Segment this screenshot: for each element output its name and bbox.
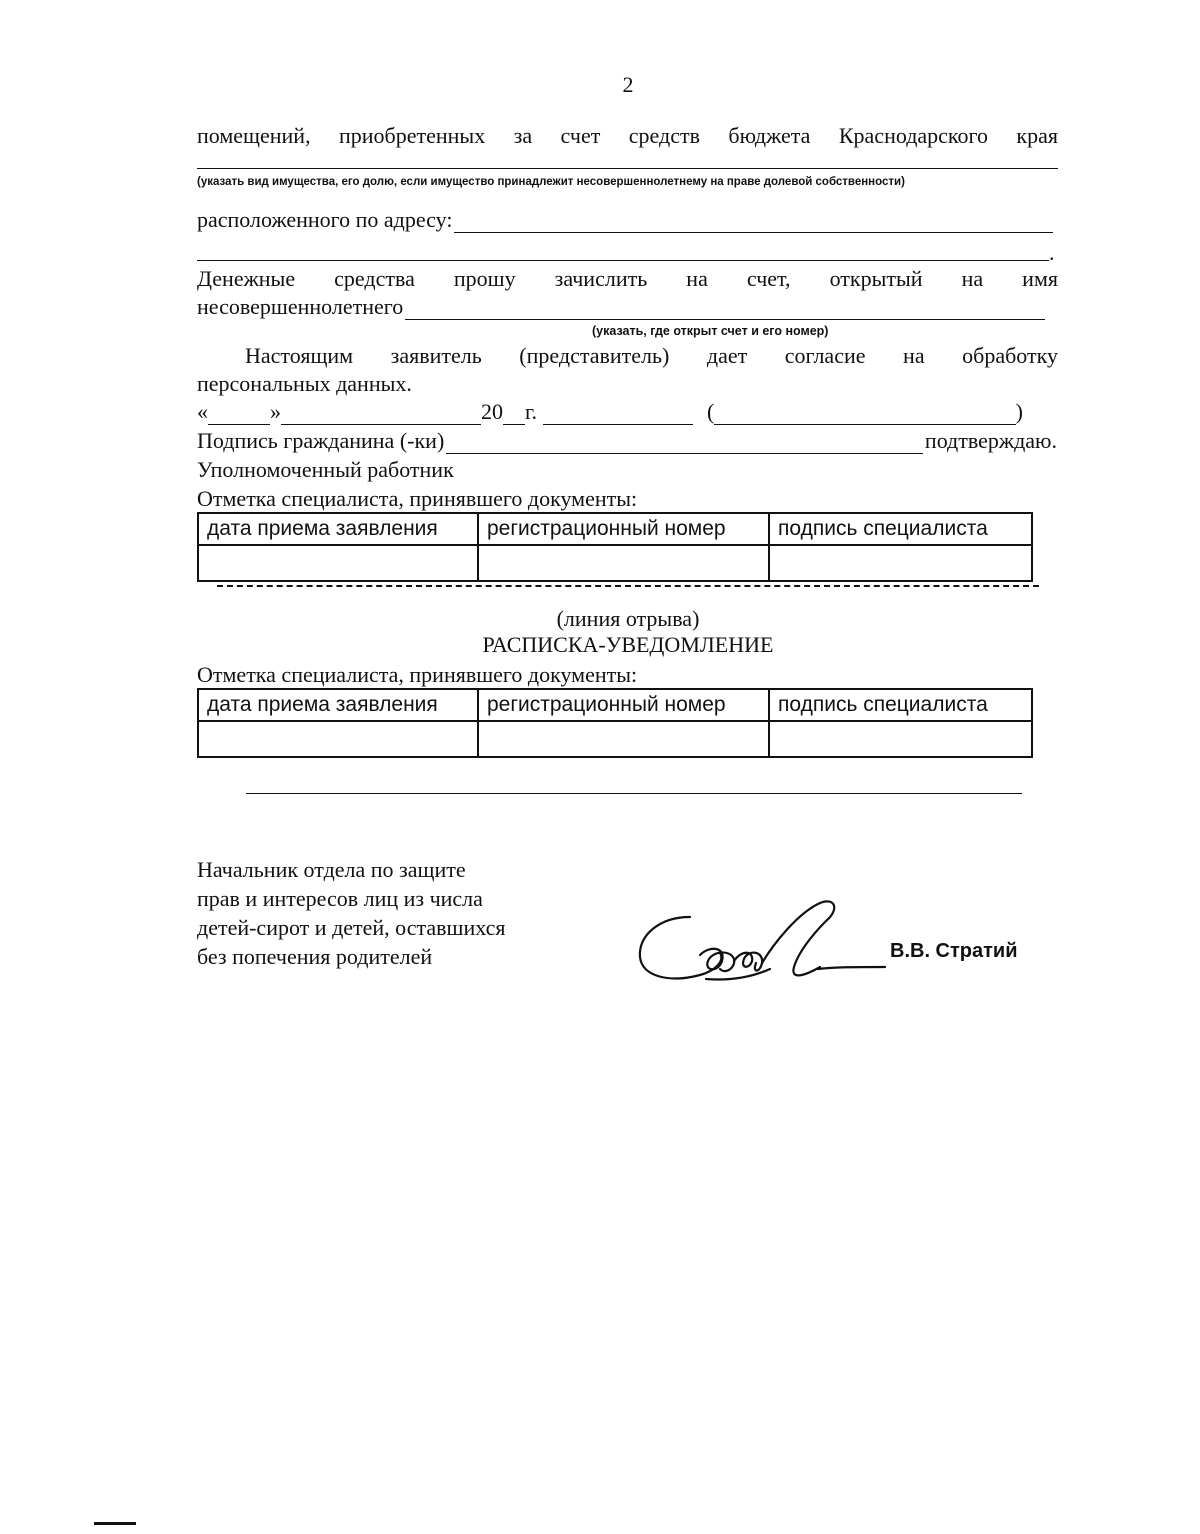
date-row	[197, 399, 1023, 425]
header-signature: подпись специалиста	[769, 513, 1032, 545]
property-fill-line	[197, 168, 1058, 169]
paren-close: )	[1015, 399, 1023, 424]
cell-reg-number	[478, 545, 769, 581]
header-date: дата приема заявления	[198, 513, 478, 545]
name-fill	[714, 404, 1015, 425]
cell-signature	[769, 545, 1032, 581]
official-line: прав и интересов лиц из числа	[197, 886, 483, 911]
cell-signature	[769, 721, 1032, 757]
official-name: В.В. Стратий	[890, 940, 1018, 962]
authorized-worker: Уполномоченный работник	[197, 457, 454, 482]
signature-label: Подпись гражданина (-ки)	[197, 428, 445, 453]
day-fill	[208, 404, 270, 425]
receipt-title: РАСПИСКА-УВЕДОМЛЕНИЕ	[482, 632, 774, 657]
header-signature: подпись специалиста	[769, 689, 1032, 721]
year-fill	[503, 404, 525, 425]
cell-date	[198, 721, 478, 757]
property-line: помещений, приобретенных за счет средств бюджета Краснодарского края	[197, 123, 1058, 148]
property-hint: (указать вид имущества, его долю, если имущество принадлежит несовершеннолетнему на праве долевой собственности)	[197, 176, 905, 188]
citizen-signature-fill	[446, 433, 923, 454]
paren-open: (	[707, 399, 715, 424]
signature-row	[197, 428, 1057, 454]
mark-label-2: Отметка специалиста, принявшего документы:	[197, 662, 638, 687]
confirm-text: подтверждаю.	[924, 428, 1057, 453]
receipt-table	[197, 688, 1033, 758]
address-fill	[454, 212, 1053, 233]
date-quote-close: »	[270, 399, 281, 424]
address-row	[197, 207, 1055, 233]
minor-label: несовершеннолетнего	[197, 294, 404, 319]
address-label: расположенного по адресу:	[197, 207, 453, 232]
date-year: 20	[481, 399, 503, 424]
cell-date	[198, 545, 478, 581]
address-fill-line-2	[197, 260, 1049, 261]
header-date: дата приема заявления	[198, 689, 478, 721]
consent-line-2: персональных данных.	[197, 371, 412, 396]
mark-label: Отметка специалиста, принявшего документы:	[197, 486, 638, 511]
signature-fill	[543, 404, 693, 425]
official-title	[197, 855, 506, 971]
separator-line	[246, 793, 1022, 794]
cell-reg-number	[478, 721, 769, 757]
date-quote-open: «	[197, 399, 208, 424]
account-fill	[405, 299, 1045, 320]
official-line: без попечения родителей	[197, 944, 433, 969]
header-reg-number: регистрационный номер	[478, 513, 769, 545]
footer-mark	[94, 1522, 136, 1525]
header-reg-number: регистрационный номер	[478, 689, 769, 721]
account-hint: (указать, где открыт счет и его номер)	[592, 324, 829, 338]
registration-table	[197, 512, 1033, 582]
tear-off-line	[217, 585, 1039, 587]
money-line-1: Денежные средства прошу зачислить на счет, открытый на имя	[197, 266, 1058, 291]
official-line: детей-сирот и детей, оставшихся	[197, 915, 506, 940]
official-line: Начальник отдела по защите	[197, 857, 466, 882]
date-g: г.	[525, 399, 538, 424]
page-number: 2	[622, 72, 634, 97]
table-row	[198, 721, 1032, 757]
tear-line-label: (линия отрыва)	[556, 606, 700, 631]
handwritten-signature	[630, 895, 890, 990]
table-row	[198, 545, 1032, 581]
money-row-2	[197, 294, 1047, 320]
consent-line-1: Настоящим заявитель (представитель) дает согласие на обработку	[245, 343, 1058, 368]
table-header-row	[198, 513, 1032, 545]
table-header-row	[198, 689, 1032, 721]
month-fill	[281, 404, 481, 425]
address-end: .	[1049, 240, 1055, 265]
